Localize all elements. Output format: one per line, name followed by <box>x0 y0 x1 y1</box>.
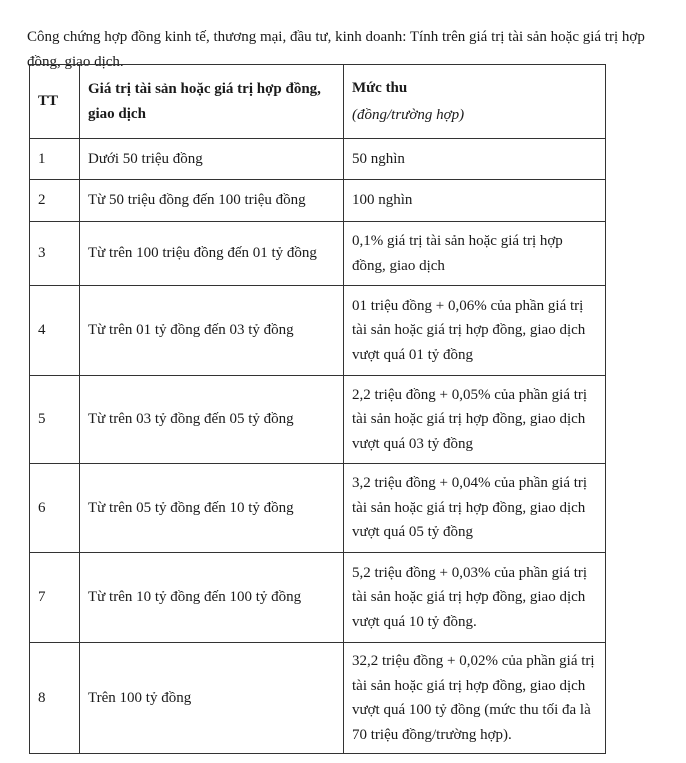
row-number: 1 <box>30 139 80 180</box>
row-rate: 3,2 triệu đồng + 0,04% của phần giá trị tài sản hoặc giá trị hợp đồng, giao dịch vượt quá 05 tỷ đồng <box>344 464 606 553</box>
row-rate: 32,2 triệu đồng + 0,02% của phần giá trị tài sản hoặc giá trị hợp đồng, giao dịch vượt quá 100 tỷ đồng (mức thu tối đa là 70 triệu đồng/trường hợp). <box>344 643 606 754</box>
row-number: 8 <box>30 643 80 754</box>
row-number: 7 <box>30 553 80 643</box>
row-value: Từ 50 triệu đồng đến 100 triệu đồng <box>80 180 344 222</box>
row-rate: 2,2 triệu đồng + 0,05% của phần giá trị tài sản hoặc giá trị hợp đồng, giao dịch vượt quá 03 tỷ đồng <box>344 376 606 464</box>
row-number: 6 <box>30 464 80 553</box>
fee-table <box>29 64 606 754</box>
header-rate-label: Mức thu <box>352 80 408 96</box>
row-value: Từ trên 01 tỷ đồng đến 03 tỷ đồng <box>80 286 344 376</box>
row-value: Từ trên 03 tỷ đồng đến 05 tỷ đồng <box>80 376 344 464</box>
row-value: Dưới 50 triệu đồng <box>80 139 344 180</box>
header-value: Giá trị tài sản hoặc giá trị hợp đồng, giao dịch <box>80 65 344 139</box>
row-number: 4 <box>30 286 80 376</box>
table-row <box>30 139 606 180</box>
table-row <box>30 180 606 222</box>
row-rate: 5,2 triệu đồng + 0,03% của phần giá trị tài sản hoặc giá trị hợp đồng, giao dịch vượt quá 10 tỷ đồng. <box>344 553 606 643</box>
row-value: Trên 100 tỷ đồng <box>80 643 344 754</box>
table-row <box>30 376 606 464</box>
row-number: 2 <box>30 180 80 222</box>
row-rate: 0,1% giá trị tài sản hoặc giá trị hợp đồng, giao dịch <box>344 222 606 286</box>
table-row <box>30 222 606 286</box>
table-header-row <box>30 65 606 139</box>
row-value: Từ trên 10 tỷ đồng đến 100 tỷ đồng <box>80 553 344 643</box>
row-value: Từ trên 05 tỷ đồng đến 10 tỷ đồng <box>80 464 344 553</box>
row-rate: 50 nghìn <box>344 139 606 180</box>
table-row <box>30 464 606 553</box>
header-rate <box>344 65 606 139</box>
row-number: 5 <box>30 376 80 464</box>
header-rate-unit: (đồng/trường hợp) <box>352 106 465 123</box>
table-row <box>30 286 606 376</box>
header-tt: TT <box>30 65 80 139</box>
table-row <box>30 643 606 754</box>
row-rate: 01 triệu đồng + 0,06% của phần giá trị tài sản hoặc giá trị hợp đồng, giao dịch vượt quá 01 tỷ đồng <box>344 286 606 376</box>
row-number: 3 <box>30 222 80 286</box>
row-rate: 100 nghìn <box>344 180 606 222</box>
intro-paragraph: Công chứng hợp đồng kinh tế, thương mại, đầu tư, kinh doanh: Tính trên giá trị tài sản hoặc giá trị hợp đồng, giao dịch. <box>27 29 645 70</box>
table-row <box>30 553 606 643</box>
row-value: Từ trên 100 triệu đồng đến 01 tỷ đồng <box>80 222 344 286</box>
